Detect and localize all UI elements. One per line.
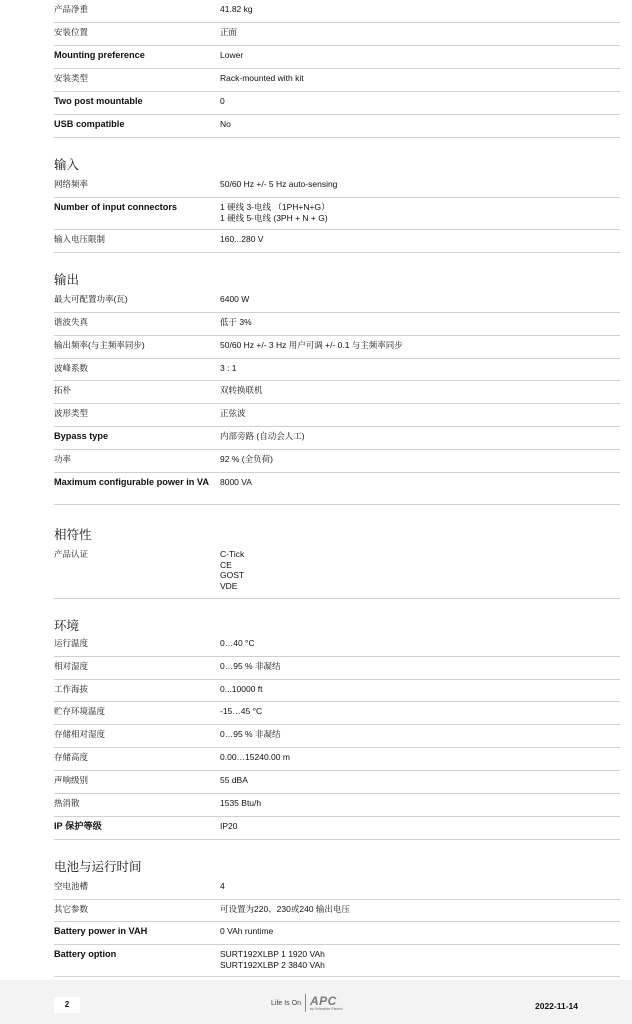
- spec-value: [220, 798, 620, 810]
- spec-row: [54, 817, 620, 840]
- spec-label: 运行温度: [54, 638, 89, 648]
- spec-label: 存储相对湿度: [54, 729, 106, 739]
- spec-label: 空电池槽: [54, 881, 89, 891]
- section-title: 电池与运行时间: [54, 860, 142, 874]
- spec-row: [54, 473, 620, 505]
- spec-row: [54, 545, 620, 599]
- spec-value: [220, 729, 620, 741]
- spec-row: [54, 450, 620, 473]
- spec-value-line: CE: [220, 559, 232, 570]
- spec-label: 声响级别: [54, 775, 89, 785]
- spec-value: [220, 179, 620, 191]
- page-footer: [0, 980, 632, 1024]
- spec-value-line: 6400 W: [220, 294, 250, 304]
- spec-value-line: 160...280 V: [220, 234, 264, 244]
- spec-value-line: 低于 3%: [220, 317, 252, 327]
- spec-value: [220, 949, 620, 970]
- spec-row: [54, 634, 620, 657]
- spec-value-line: IP20: [220, 821, 238, 831]
- spec-row: [54, 404, 620, 427]
- footer-date: 2022-11-14: [535, 1001, 579, 1011]
- spec-value-line: 内部旁路 (自动会人工): [220, 431, 305, 441]
- spec-value: [220, 4, 620, 16]
- spec-row: [54, 198, 620, 230]
- spec-value: [220, 926, 620, 938]
- brand-tagline: Life Is On: [271, 999, 301, 1007]
- spec-row: [54, 23, 620, 46]
- spec-value-line: SURT192XLBP 1 1920 VAh: [220, 949, 325, 959]
- spec-row: [54, 381, 620, 404]
- spec-value-line: 0…40 °C: [220, 638, 255, 648]
- spec-row: [54, 175, 620, 198]
- spec-row: [54, 313, 620, 336]
- spec-value: [220, 73, 620, 85]
- spec-row: [54, 427, 620, 450]
- spec-value: [220, 881, 620, 893]
- spec-label: 波峰系数: [54, 363, 89, 373]
- spec-label: 其它参数: [54, 904, 89, 914]
- spec-value: [220, 408, 620, 420]
- spec-value-line: 50/60 Hz +/- 5 Hz auto-sensing: [220, 179, 338, 189]
- spec-value: [220, 96, 620, 108]
- spec-value-line: 50/60 Hz +/- 3 Hz 用户可调 +/- 0.1 与主频率同步: [220, 340, 403, 350]
- spec-value: [220, 638, 620, 650]
- spec-value-line: Lower: [220, 50, 244, 60]
- spec-row: [54, 945, 620, 977]
- spec-label: IP 保护等级: [54, 821, 102, 831]
- spec-value: [220, 317, 620, 329]
- spec-label: 输出频率(与主频率同步): [54, 340, 145, 350]
- spec-row: [54, 922, 620, 945]
- spec-value-line: -15…45 °C: [220, 706, 263, 716]
- spec-label: Battery power in VAH: [54, 926, 148, 936]
- spec-label: 产品认证: [54, 549, 89, 559]
- spec-value-line: 0…95 % 非凝结: [220, 661, 281, 671]
- spec-row: [54, 359, 620, 381]
- brand-logo: [271, 992, 343, 1014]
- spec-value-line: Rack-mounted with kit: [220, 73, 304, 83]
- spec-value-line: 正面: [220, 27, 238, 37]
- spec-label: 功率: [54, 454, 72, 464]
- spec-row: [54, 657, 620, 680]
- spec-value: [220, 549, 620, 592]
- spec-value: [220, 234, 620, 246]
- spec-value: [220, 431, 620, 443]
- spec-value-line: 1535 Btu/h: [220, 798, 262, 808]
- spec-value: [220, 385, 620, 397]
- spec-value-line: 0 VAh runtime: [220, 926, 274, 936]
- spec-value: [220, 294, 620, 306]
- section-title: 环境: [54, 619, 80, 633]
- spec-label: Mounting preference: [54, 50, 145, 60]
- spec-value-line: 0...10000 ft: [220, 684, 263, 694]
- spec-value: [220, 119, 620, 131]
- spec-value-line: No: [220, 119, 231, 129]
- spec-row: [54, 69, 620, 92]
- spec-label: Two post mountable: [54, 96, 143, 106]
- spec-value-line: 可设置为220、230或240 输出电压: [220, 904, 350, 914]
- apc-logo: [310, 995, 343, 1012]
- spec-label: 贮存环境温度: [54, 706, 106, 716]
- spec-row: [54, 336, 620, 359]
- spec-row: [54, 115, 620, 138]
- spec-label: 最大可配置功率(瓦): [54, 294, 128, 304]
- spec-value: [220, 477, 620, 498]
- spec-label: 产品净重: [54, 4, 89, 14]
- spec-row: [54, 680, 620, 702]
- spec-row: [54, 702, 620, 725]
- spec-label: 工作海拔: [54, 684, 89, 694]
- spec-value-line: 92 % (全负荷): [220, 454, 273, 464]
- spec-label: Battery option: [54, 949, 117, 959]
- logo-divider: [305, 994, 306, 1012]
- spec-value-line: 1 硬线 5-电线 (3PH + N + G): [220, 212, 328, 223]
- spec-value-line: 双转换联机: [220, 385, 263, 395]
- spec-value-line: C-Tick: [220, 549, 245, 559]
- spec-value-line: SURT192XLBP 2 3840 VAh: [220, 959, 325, 970]
- spec-value-line: 0…95 % 非凝结: [220, 729, 281, 739]
- spec-value: [220, 706, 620, 718]
- section-title: 输出: [54, 273, 80, 287]
- spec-value: [220, 684, 620, 695]
- spec-value: [220, 752, 620, 764]
- spec-value-line: 正弦波: [220, 408, 246, 418]
- spec-row: [54, 771, 620, 794]
- spec-label: USB compatible: [54, 119, 125, 129]
- section-title: 相符性: [54, 528, 92, 542]
- spec-label: Maximum configurable power in VA: [54, 477, 210, 487]
- spec-row: [54, 92, 620, 115]
- spec-label: 安装类型: [54, 73, 89, 83]
- spec-label: 网络频率: [54, 179, 89, 189]
- spec-row: [54, 794, 620, 817]
- spec-row: [54, 46, 620, 69]
- spec-label: 安装位置: [54, 27, 89, 37]
- spec-label: Number of input connectors: [54, 202, 178, 212]
- apc-logo-subtext: by Schneider Electric: [309, 1006, 343, 1011]
- spec-row: [54, 900, 620, 922]
- spec-value: [220, 775, 620, 787]
- spec-label: Bypass type: [54, 431, 109, 441]
- spec-row: [54, 290, 620, 313]
- spec-value-line: 8000 VA: [220, 477, 252, 487]
- spec-value: [220, 27, 620, 39]
- spec-value-line: 3 : 1: [220, 363, 237, 373]
- spec-value: [220, 904, 620, 915]
- spec-label: 相对湿度: [54, 661, 89, 671]
- spec-value: [220, 661, 620, 673]
- spec-label: 输入电压限制: [54, 234, 106, 244]
- spec-value-line: 41.82 kg: [220, 4, 253, 14]
- apc-logo-text: APC: [309, 993, 337, 1008]
- spec-label: 热消散: [54, 798, 80, 808]
- spec-value: [220, 340, 620, 352]
- spec-label: 拓朴: [54, 385, 72, 395]
- page-number: 2: [54, 997, 80, 1013]
- spec-value: [220, 363, 620, 374]
- spec-value-line: 0: [220, 96, 225, 106]
- spec-value-line: VDE: [220, 580, 238, 591]
- spec-value-line: GOST: [220, 570, 245, 580]
- spec-value-line: 55 dBA: [220, 775, 248, 785]
- spec-value: [220, 821, 620, 833]
- spec-label: 存储高度: [54, 752, 89, 762]
- spec-row: [54, 748, 620, 771]
- spec-row: [54, 877, 620, 900]
- spec-label: 谐波失真: [54, 317, 89, 327]
- section-title: 输入: [54, 158, 80, 172]
- spec-value: [220, 202, 620, 223]
- spec-row: [54, 0, 620, 23]
- spec-value-line: 1 硬线 3-电线 （1PH+N+G）: [220, 202, 330, 212]
- spec-row: [54, 230, 620, 253]
- spec-value-line: 0.00…15240.00 m: [220, 752, 290, 762]
- spec-value-line: 4: [220, 881, 225, 891]
- spec-value: [220, 454, 620, 466]
- spec-row: [54, 725, 620, 748]
- spec-label: 波形类型: [54, 408, 89, 418]
- spec-value: [220, 50, 620, 62]
